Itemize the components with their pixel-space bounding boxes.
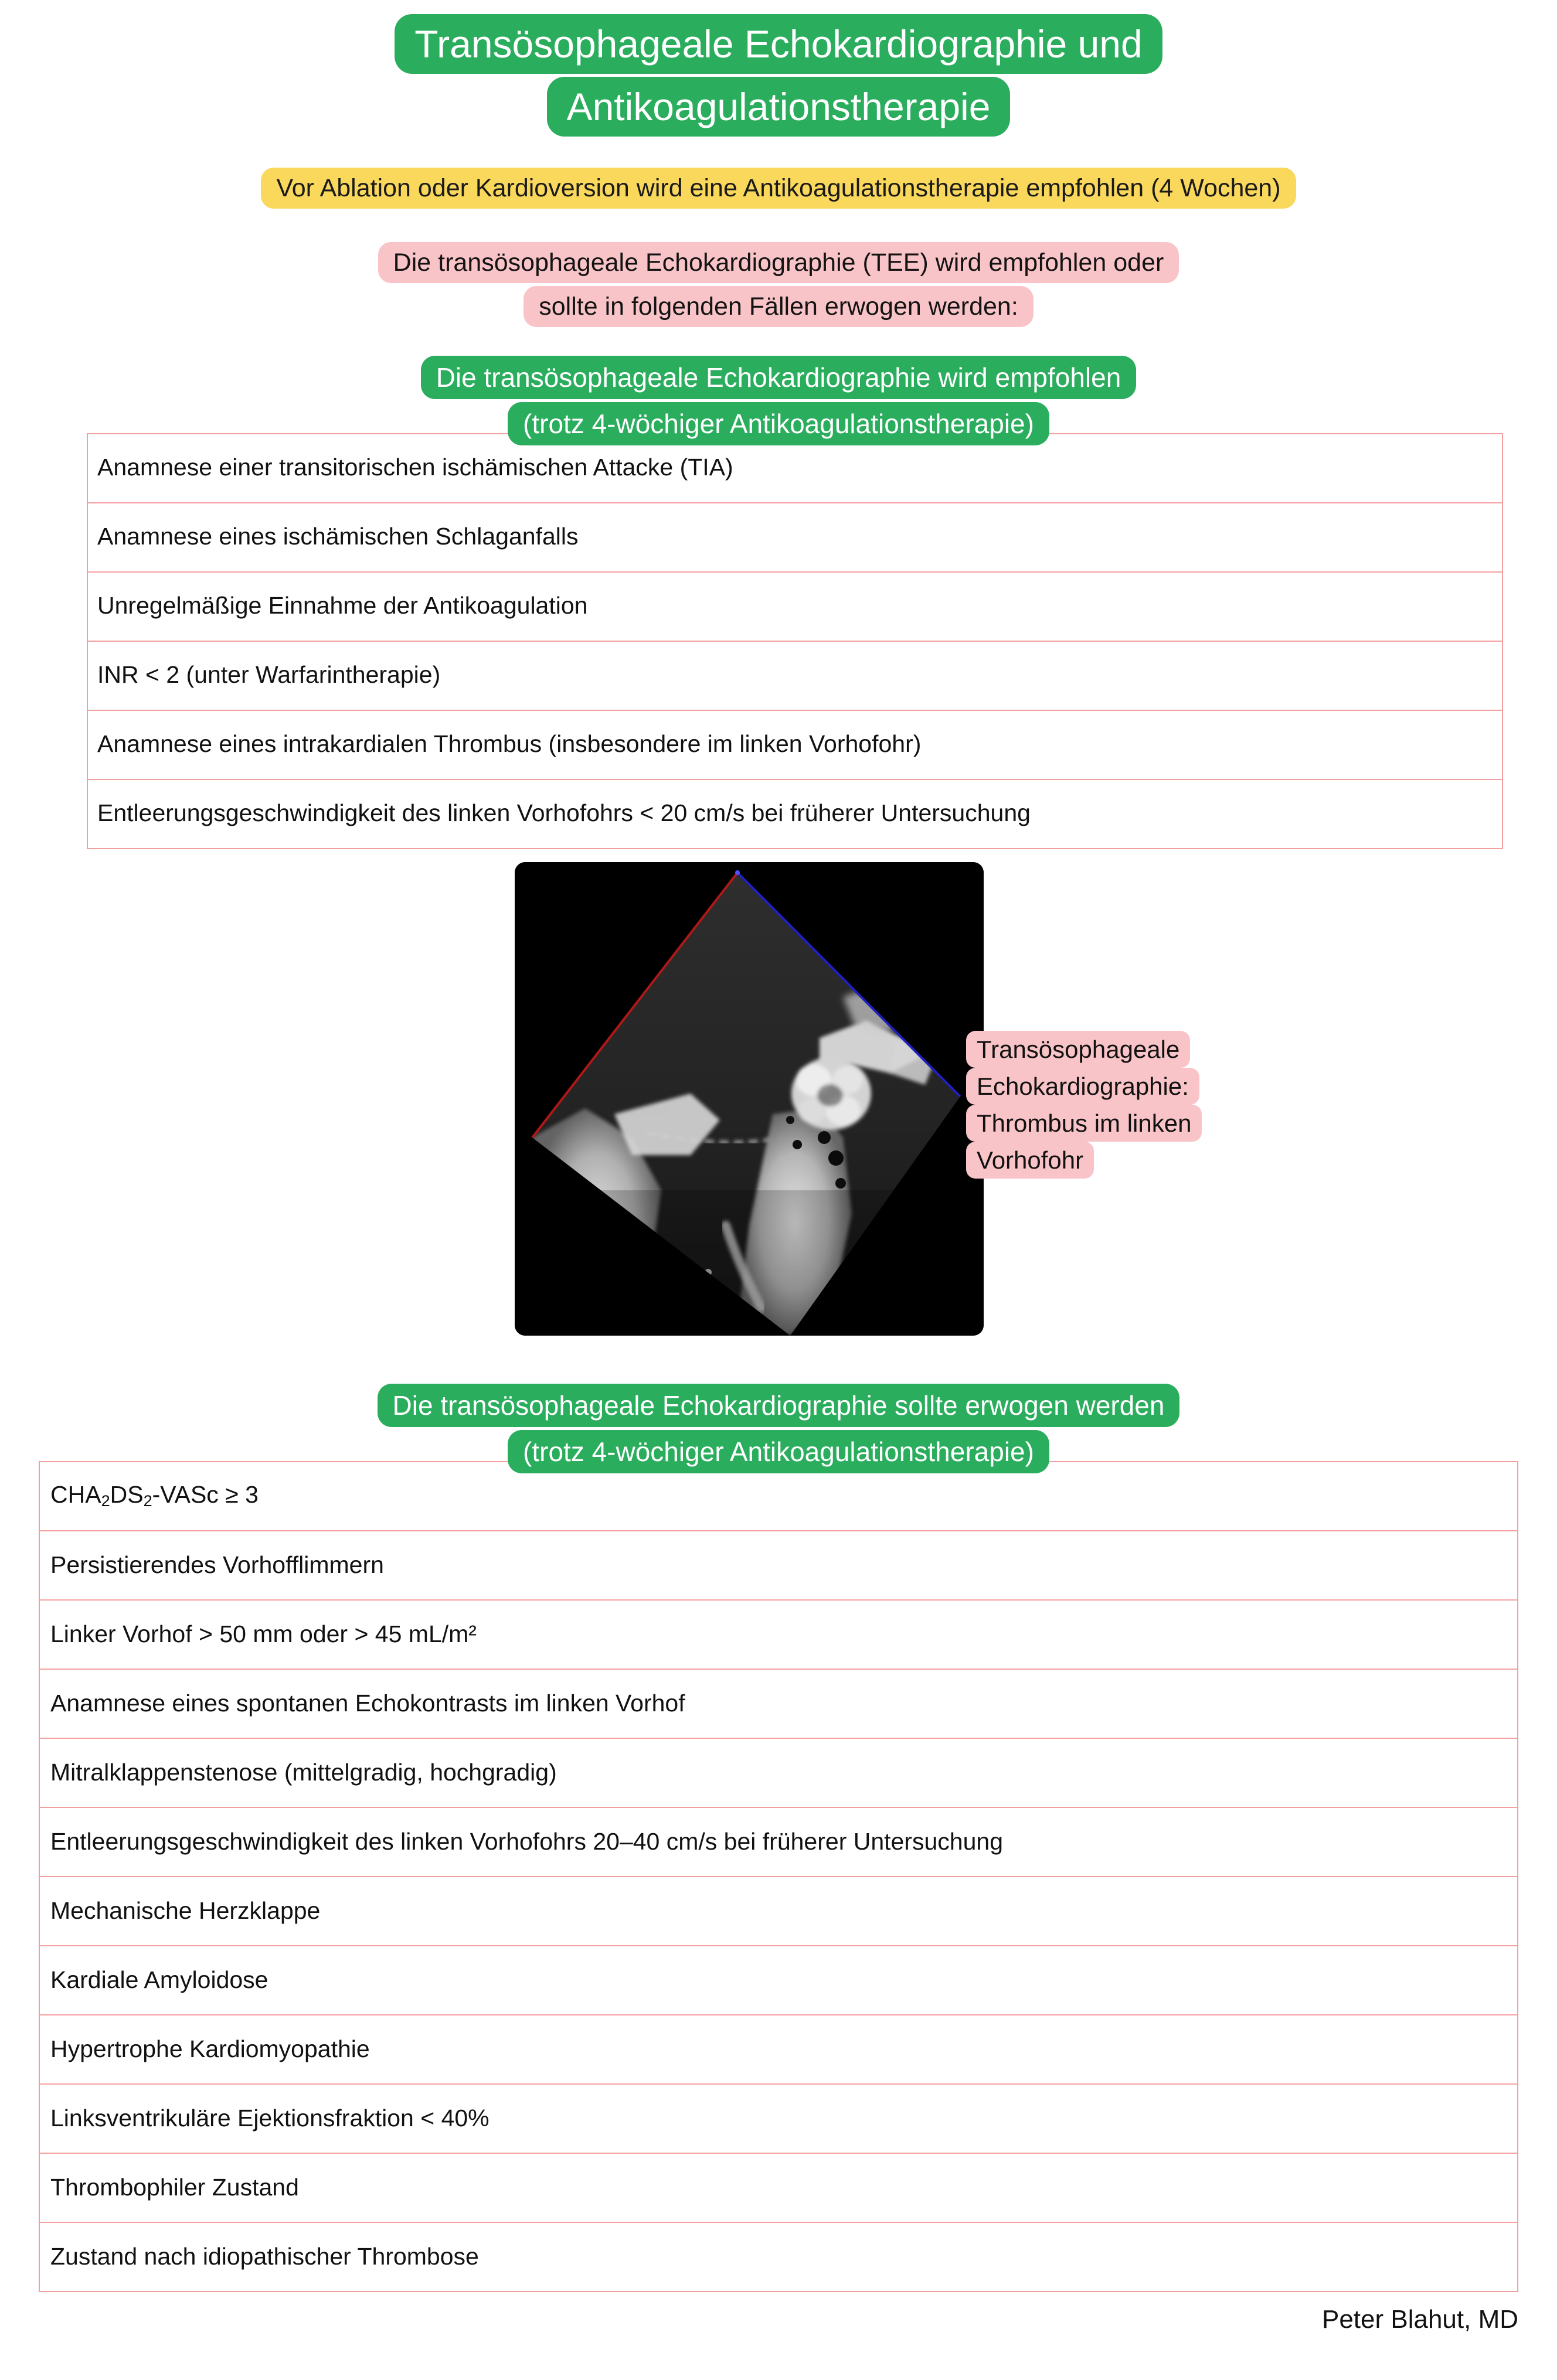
criteria-cell: Anamnese eines intrakardialen Thrombus (insbesondere im linken Vorhofohr) [87, 710, 1502, 779]
criteria-cell: Thrombophiler Zustand [39, 2153, 1518, 2222]
criteria-table-considered [39, 1461, 1518, 2292]
criteria-cell: Unregelmäßige Einnahme der Antikoagulation [87, 572, 1502, 641]
criteria-cell: Kardiale Amyloidose [39, 1946, 1518, 2015]
chads-prefix: CHA [50, 1481, 101, 1509]
table-row [87, 779, 1502, 849]
lead-in-line-1: Die transösophageale Echokardiographie (TEE) wird empfohlen oder [378, 242, 1179, 283]
criteria-cell: Anamnese eines ischämischen Schlaganfalls [87, 503, 1502, 572]
figure-caption-line-3: Thrombus im linken [966, 1105, 1202, 1142]
table-row [39, 1946, 1518, 2015]
criteria-cell: Hypertrophe Kardiomyopathie [39, 2015, 1518, 2084]
tee-ultrasound-image [515, 862, 984, 1336]
figure-caption-line-4: Vorhofohr [966, 1142, 1094, 1179]
table-row [39, 1531, 1518, 1600]
page-title-line-2: Antikoagulationstherapie [547, 77, 1011, 137]
criteria-cell: Zustand nach idiopathischer Thrombose [39, 2222, 1518, 2292]
chads-sub-2: 2 [143, 1492, 152, 1510]
section-header-recommended [0, 355, 1557, 447]
figure-caption-line-2: Echokardiographie: [966, 1068, 1199, 1105]
table-row [39, 2222, 1518, 2292]
section-header-considered-line-1: Die transösophageale Echokardiographie sollte erwogen werden [378, 1384, 1180, 1427]
lead-in-statement [0, 241, 1557, 329]
table-row [39, 2015, 1518, 2084]
pre-ablation-statement [0, 166, 1557, 210]
criteria-table-recommended [87, 433, 1503, 849]
criteria-cell: Anamnese einer transitorischen ischämischen Attacke (TIA) [87, 434, 1502, 503]
chads-mid: DS [110, 1481, 144, 1509]
figure-caption [966, 1031, 1306, 1179]
table-row [39, 1600, 1518, 1669]
page-title [0, 0, 1557, 138]
author-credit: Peter Blahut, MD [1321, 2305, 1518, 2334]
chads-sub-1: 2 [101, 1492, 110, 1510]
section-header-considered-line-2: (trotz 4-wöchiger Antikoagulationstherapie) [508, 1430, 1049, 1473]
table-row [39, 1807, 1518, 1877]
table-row [87, 572, 1502, 641]
table-row [39, 1669, 1518, 1738]
section-header-considered [0, 1383, 1557, 1475]
table-row [39, 1877, 1518, 1946]
page-title-line-1: Transösophageale Echokardiographie und [395, 14, 1162, 74]
section-header-recommended-line-2: (trotz 4-wöchiger Antikoagulationstherapie) [508, 402, 1049, 445]
lead-in-line-2: sollte in folgenden Fällen erwogen werden: [523, 286, 1034, 327]
criteria-cell: Linker Vorhof > 50 mm oder > 45 mL/m² [39, 1600, 1518, 1669]
criteria-cell: Linksventrikuläre Ejektionsfraktion < 40% [39, 2084, 1518, 2153]
criteria-cell: Mechanische Herzklappe [39, 1877, 1518, 1946]
criteria-cell: INR < 2 (unter Warfarintherapie) [87, 641, 1502, 710]
figure-block [0, 862, 1557, 1347]
table-row [39, 2084, 1518, 2153]
criteria-cell: Anamnese eines spontanen Echokontrasts im linken Vorhof [39, 1669, 1518, 1738]
table-row [39, 1738, 1518, 1807]
criteria-cell: Mitralklappenstenose (mittelgradig, hochgradig) [39, 1738, 1518, 1807]
figure-caption-line-1: Transösophageale [966, 1031, 1190, 1068]
criteria-cell: Entleerungsgeschwindigkeit des linken Vorhofohrs < 20 cm/s bei früherer Untersuchung [87, 779, 1502, 849]
table-row [87, 503, 1502, 572]
section-header-recommended-line-1: Die transösophageale Echokardiographie wird empfohlen [421, 356, 1137, 399]
table-row [39, 2153, 1518, 2222]
criteria-cell: Entleerungsgeschwindigkeit des linken Vorhofohrs 20–40 cm/s bei früherer Untersuchung [39, 1807, 1518, 1877]
pre-ablation-statement-text: Vor Ablation oder Kardioversion wird eine Antikoagulationstherapie empfohlen (4 Wochen) [261, 168, 1296, 209]
criteria-cell: Persistierendes Vorhofflimmern [39, 1531, 1518, 1600]
chads-suffix: -VASc ≥ 3 [152, 1481, 259, 1509]
table-row [87, 710, 1502, 779]
table-row [87, 641, 1502, 710]
